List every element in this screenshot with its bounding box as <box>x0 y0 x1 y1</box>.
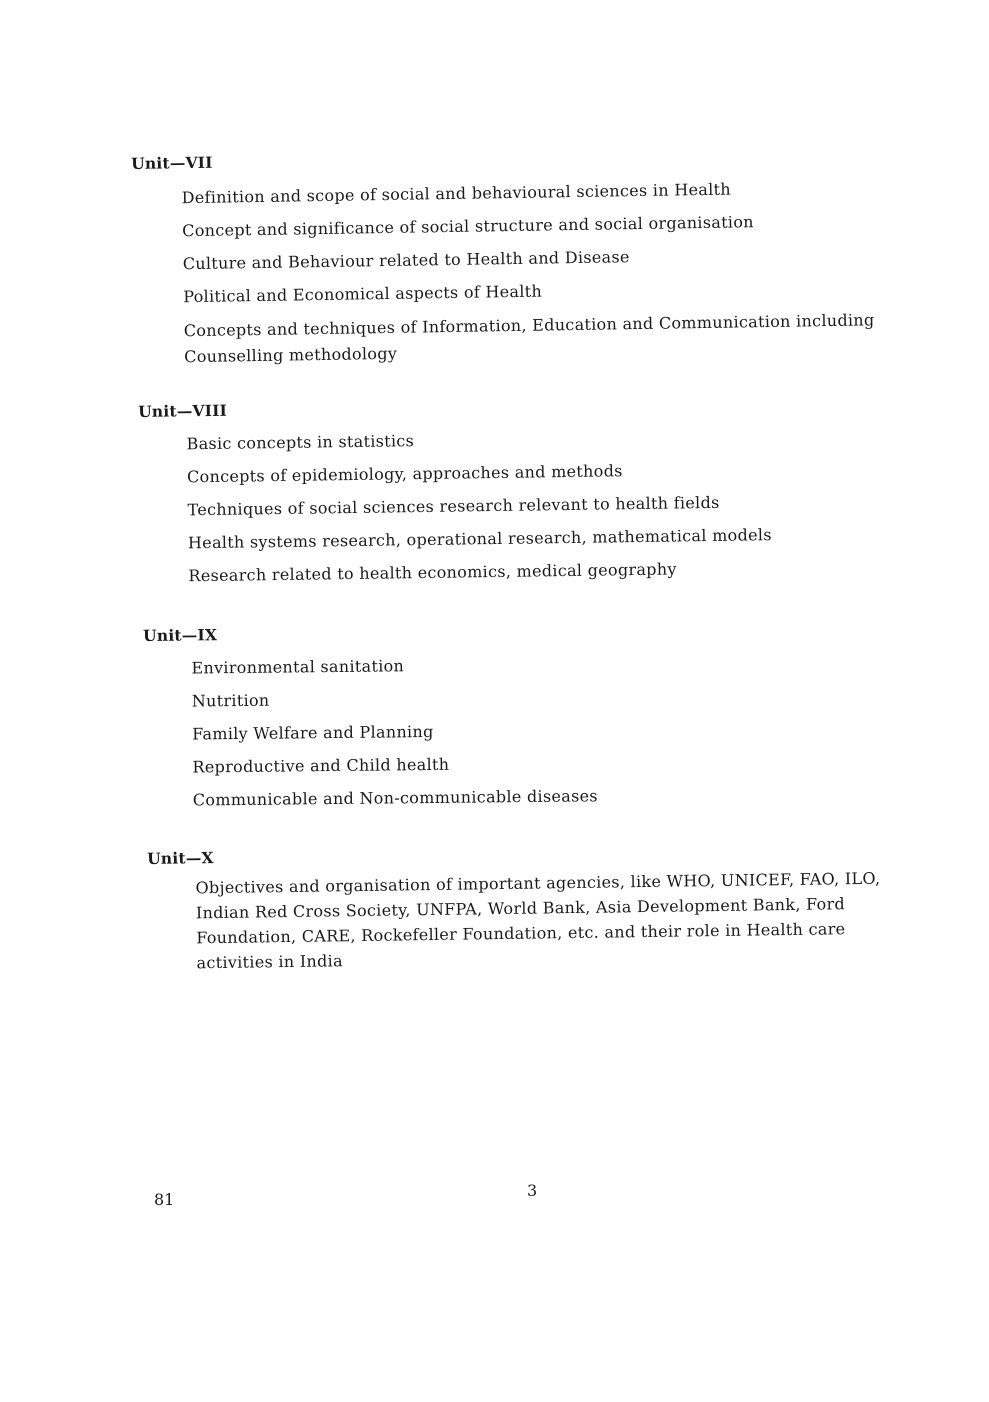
unit-viii-section <box>138 391 941 598</box>
list-item: Nutrition <box>191 690 270 711</box>
list-item: Definition and scope of social and behavioural sciences in Health <box>181 179 732 208</box>
unit-ix-topic-list <box>191 649 945 813</box>
unit-viii-heading: Unit—VIII <box>138 400 228 421</box>
list-item: Research related to health economics, medical geography <box>188 559 677 586</box>
unit-vii-section <box>131 141 934 380</box>
list-item: Basic concepts in statistics <box>186 431 415 454</box>
list-item: Environmental sanitation <box>191 656 405 678</box>
list-item: Reproductive and Child health <box>192 754 450 777</box>
list-item: Concept and significance of social structure and social organisation <box>182 212 754 241</box>
list-item: Health systems research, operational research, mathematical models <box>187 525 772 553</box>
footer-code: 81 <box>154 1190 175 1209</box>
list-item: Family Welfare and Planning <box>192 721 434 744</box>
list-item: Communicable and Non-communicable diseases <box>192 786 598 810</box>
unit-ix-section <box>143 618 945 822</box>
unit-ix-heading: Unit—IX <box>143 625 218 645</box>
list-item: Culture and Behaviour related to Health and Disease <box>182 247 630 274</box>
page-number: 3 <box>527 1181 538 1200</box>
list-item: Concepts and techniques of Information, Education and Communication including Counselling methodology <box>183 310 875 367</box>
unit-vii-heading: Unit—VII <box>131 152 213 173</box>
list-item: Political and Economical aspects of Health <box>183 281 543 307</box>
unit-viii-topic-list <box>186 422 940 588</box>
unit-x-heading: Unit—X <box>147 848 214 868</box>
unit-x-paragraph: Objectives and organisation of important agencies, like WHO, UNICEF, FAO, ILO, Indian Red Cross Society, UNFPA, World Bank, Asia Development Bank, Ford Foundation, CARE, Rockefeller Foundation, etc. and their role in Health care activities in India <box>195 868 881 973</box>
list-item: Techniques of social sciences research relevant to health fields <box>187 492 720 520</box>
unit-vii-topic-list <box>182 174 935 370</box>
unit-x-section <box>147 838 929 976</box>
list-item: Concepts of epidemiology, approaches and methods <box>186 461 623 487</box>
